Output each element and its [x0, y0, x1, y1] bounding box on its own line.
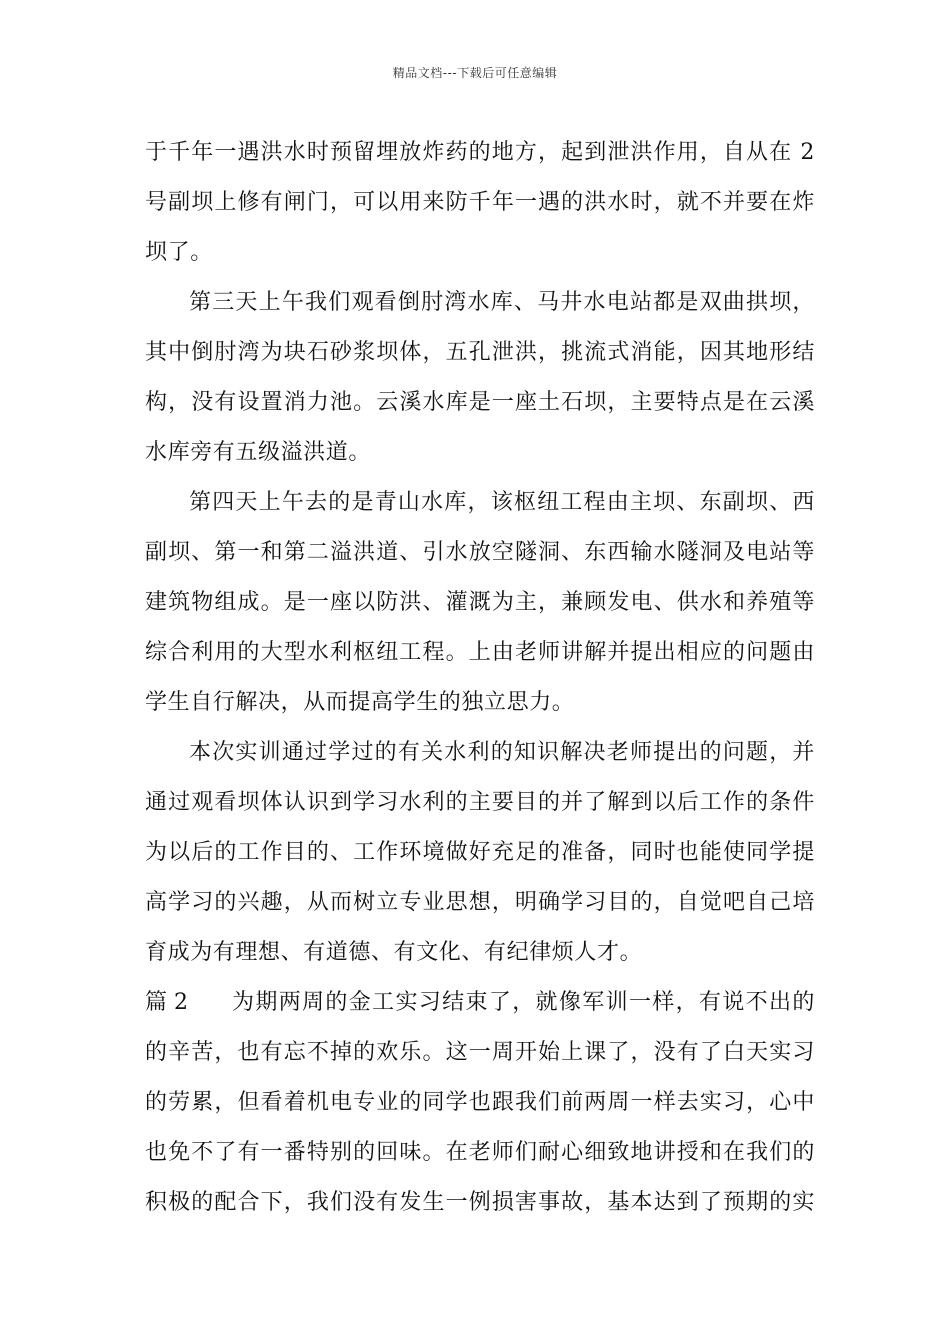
paragraph-line: 也免不了有一番特别的回味。在老师们耐心细致地讲授和在我们的 [145, 1140, 815, 1165]
paragraph-line: 其中倒肘湾为块石砂浆坝体，五孔泄洪，挑流式消能，因其地形结 [145, 340, 815, 365]
paragraph-line: 第三天上午我们观看倒肘湾水库、马井水电站都是双曲拱坝， [189, 290, 815, 315]
paragraph-line: 的劳累，但看着机电专业的同学也跟我们前两周一样去实习，心中 [145, 1090, 815, 1115]
paragraph-line: 的辛苦，也有忘不掉的欢乐。这一周开始上课了，没有了白天实习 [145, 1040, 815, 1065]
paragraph-line: 高学习的兴趣，从而树立专业思想，明确学习目的，自觉吧自己培 [145, 890, 815, 915]
paragraph-line: 育成为有理想、有道德、有文化、有纪律烦人才。 [145, 940, 643, 965]
paragraph-line: 为以后的工作目的、工作环境做好充足的准备，同时也能使同学提 [145, 840, 815, 865]
paragraph-line: 积极的配合下，我们没有发生一例损害事故，基本达到了预期的实 [145, 1190, 815, 1215]
paragraph-line: 通过观看坝体认识到学习水利的主要目的并了解到以后工作的条件 [145, 790, 815, 815]
paragraph-line: 为期两周的金工实习结束了，就像军训一样，有说不出的 [232, 990, 815, 1015]
paragraph-line: 第四天上午去的是青山水库，该枢纽工程由主坝、东副坝、西 [189, 490, 815, 515]
paragraph-line: 本次实训通过学过的有关水利的知识解决老师提出的问题，并 [189, 740, 815, 765]
paragraph-line: 学生自行解决，从而提高学生的独立思力。 [145, 690, 575, 715]
paragraph-line: 综合利用的大型水利枢纽工程。上由老师讲解并提出相应的问题由 [145, 640, 815, 665]
page-header: 精品文档---下载后可任意编辑 [392, 66, 558, 80]
paragraph-line: 构，没有设置消力池。云溪水库是一座土石坝，主要特点是在云溪 [145, 390, 815, 415]
paragraph-line: 建筑物组成。是一座以防洪、灌溉为主，兼顾发电、供水和养殖等 [145, 590, 815, 615]
paragraph-line: 水库旁有五级溢洪道。 [145, 440, 372, 465]
section-label: 篇 2 [145, 990, 188, 1015]
paragraph-line: 坝了。 [145, 240, 213, 265]
paragraph-line: 号副坝上修有闸门，可以用来防千年一遇的洪水时，就不并要在炸 [145, 190, 815, 215]
paragraph-line: 于千年一遇洪水时预留埋放炸药的地方，起到泄洪作用，自从在 2 [145, 140, 815, 165]
paragraph-line: 副坝、第一和第二溢洪道、引水放空隧洞、东西输水隧洞及电站等 [145, 540, 815, 565]
